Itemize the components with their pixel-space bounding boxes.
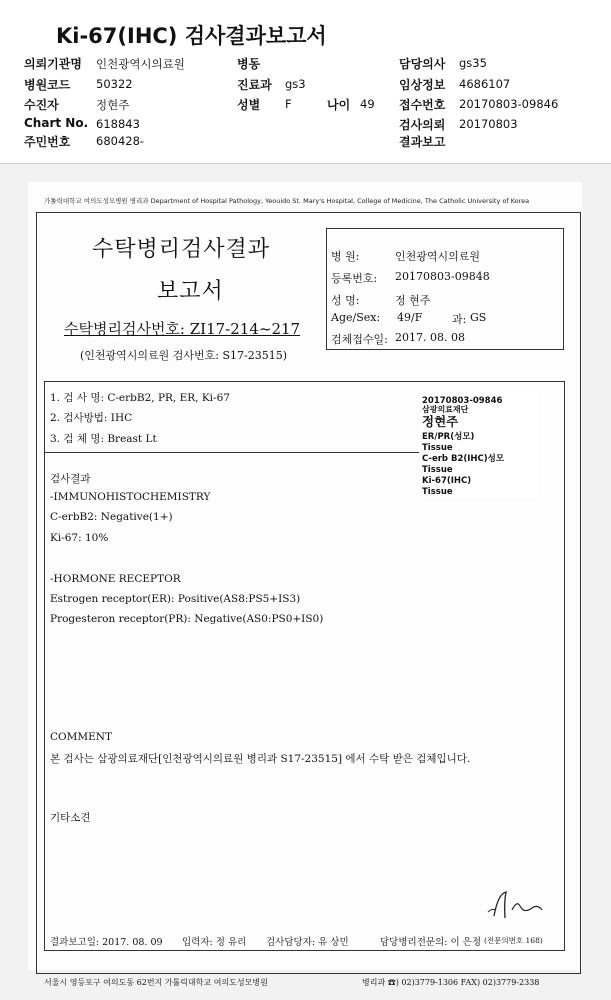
patient-hospital-label: 병 원: [331, 250, 360, 263]
header-value: 20170803-09846 [459, 97, 559, 111]
patient-agesex: 49/F [397, 311, 423, 324]
sticker-line: Tissue [422, 465, 453, 475]
specimen-sticker [419, 392, 537, 498]
sticker-line: 삼광의료재단 [422, 405, 469, 414]
comment-heading: COMMENT [50, 731, 113, 743]
doc-title-line1: 수탁병리검사결과 [92, 237, 271, 262]
frame-left [36, 212, 37, 974]
patient-dept-label: 과: [452, 313, 467, 326]
examiner: 검사담당자: 유 상민 [266, 937, 349, 948]
sticker-line: 20170803-09846 [422, 396, 503, 406]
exam-divider [44, 452, 424, 453]
comment-text: 본 검사는 삼광의료재단[인천광역시의료원 병리과 S17-23515] 에서 수탁 받은 검체입니다. [50, 753, 471, 765]
header-value: 인천광역시의료원 [96, 57, 185, 71]
pathologist-signature [484, 888, 544, 922]
patient-dept: GS [470, 311, 487, 324]
sticker-line: C-erb B2(IHC)성모 [422, 454, 505, 464]
results-heading: 검사결과 [50, 473, 91, 485]
header-value: 정현주 [96, 98, 130, 112]
sticker-line: Tissue [422, 443, 453, 453]
results-er: Estrogen receptor(ER): Positive(AS8:PS5+IS3) [50, 593, 301, 605]
header-value: 50322 [96, 77, 133, 91]
sticker-line: ER/PR(성모) [422, 432, 475, 442]
results-pr: Progesteron receptor(PR): Negative(AS0:PS0+IS0) [50, 613, 324, 625]
patient-hospital: 인천광역시의료원 [395, 250, 481, 263]
header-value: 618843 [96, 117, 140, 131]
results-hr: -HORMONE RECEPTOR [50, 573, 181, 585]
header-label: 병원코드 [24, 78, 71, 92]
exam-line1: 1. 검 사 명: C-erbB2, PR, ER, Ki-67 [50, 392, 230, 404]
exam-line2: 2. 검사방법: IHC [50, 412, 133, 424]
sticker-line: Ki-67(IHC) [422, 476, 472, 486]
header-value: gs3 [285, 77, 306, 91]
header-label: 결과보고 [399, 135, 446, 149]
report-date: 결과보고일: 2017. 08. 09 [50, 937, 163, 948]
doc-title-line2: 보고서 [157, 279, 224, 304]
header-label: Chart No. [24, 116, 89, 130]
header-label: 임상정보 [399, 78, 446, 92]
header-value: 680428- [96, 134, 145, 148]
header-label: 병동 [237, 57, 261, 71]
results-ihc: -IMMUNOHISTOCHEMISTRY [50, 491, 211, 503]
patient-reg-label: 등록번호: [331, 272, 378, 285]
license-number: (전문의번호 168) [484, 936, 543, 945]
header-label: 접수번호 [399, 98, 446, 112]
other-findings-heading: 기타소견 [50, 812, 91, 824]
header-label: 담당의사 [399, 57, 446, 71]
frame-top [36, 212, 581, 213]
header-value: F [285, 97, 292, 111]
hospital-phone: 병리과 ☎) 02)3779-1306 FAX) 02)3779-2338 [362, 978, 540, 987]
header-label: 검사의뢰 [399, 118, 446, 132]
sticker-line: 정현주 [422, 414, 459, 429]
entry-person: 입력자: 정 유리 [182, 937, 247, 948]
hospital-address: 서울시 영등포구 여의도동 62번지 가톨릭대학교 여의도성모병원 [44, 978, 268, 987]
pathologist: 담당병리전문의: 이 은정 [380, 937, 482, 948]
header-value: 49 [360, 97, 375, 111]
contract-number: 수탁병리검사번호: ZI17-214~217 [64, 320, 301, 338]
header-label: 진료과 [237, 78, 272, 92]
frame-right [580, 212, 581, 974]
header-label: 의뢰기관명 [24, 57, 82, 71]
header-label: 나이 [327, 98, 351, 112]
patient-recv: 2017. 08. 08 [395, 331, 465, 344]
header-value: 4686107 [459, 77, 511, 91]
header-label: 주민번호 [24, 135, 71, 149]
patient-name: 정 현주 [395, 294, 431, 307]
header-label: 성별 [237, 98, 261, 112]
report-title: Ki-67(IHC) 검사결과보고서 [56, 24, 327, 48]
sub-number: (인천광역시의료원 검사번호: S17-23515) [80, 349, 288, 362]
patient-agesex-label: Age/Sex: [331, 311, 381, 324]
patient-recv-label: 검체접수일: [331, 333, 388, 346]
institution-line: 가톨릭대학교 여의도성모병원 병리과 Department of Hospital Pathology, Yeouido St. Mary's Hospital, College of Medicine, The Catholic University of Korea [44, 197, 530, 205]
frame-bottom [36, 973, 581, 974]
patient-reg: 20170803-09848 [395, 270, 490, 283]
header-label: 수진자 [24, 98, 59, 112]
results-ki67: Ki-67: 10% [50, 532, 109, 544]
exam-line3: 3. 검 체 명: Breast Lt [50, 433, 157, 445]
patient-name-label: 성 명: [331, 294, 360, 307]
sticker-line: Tissue [422, 487, 453, 497]
header-value: gs35 [459, 56, 487, 70]
results-cerb: C-erbB2: Negative(1+) [50, 511, 173, 523]
header-value: 20170803 [459, 117, 518, 131]
